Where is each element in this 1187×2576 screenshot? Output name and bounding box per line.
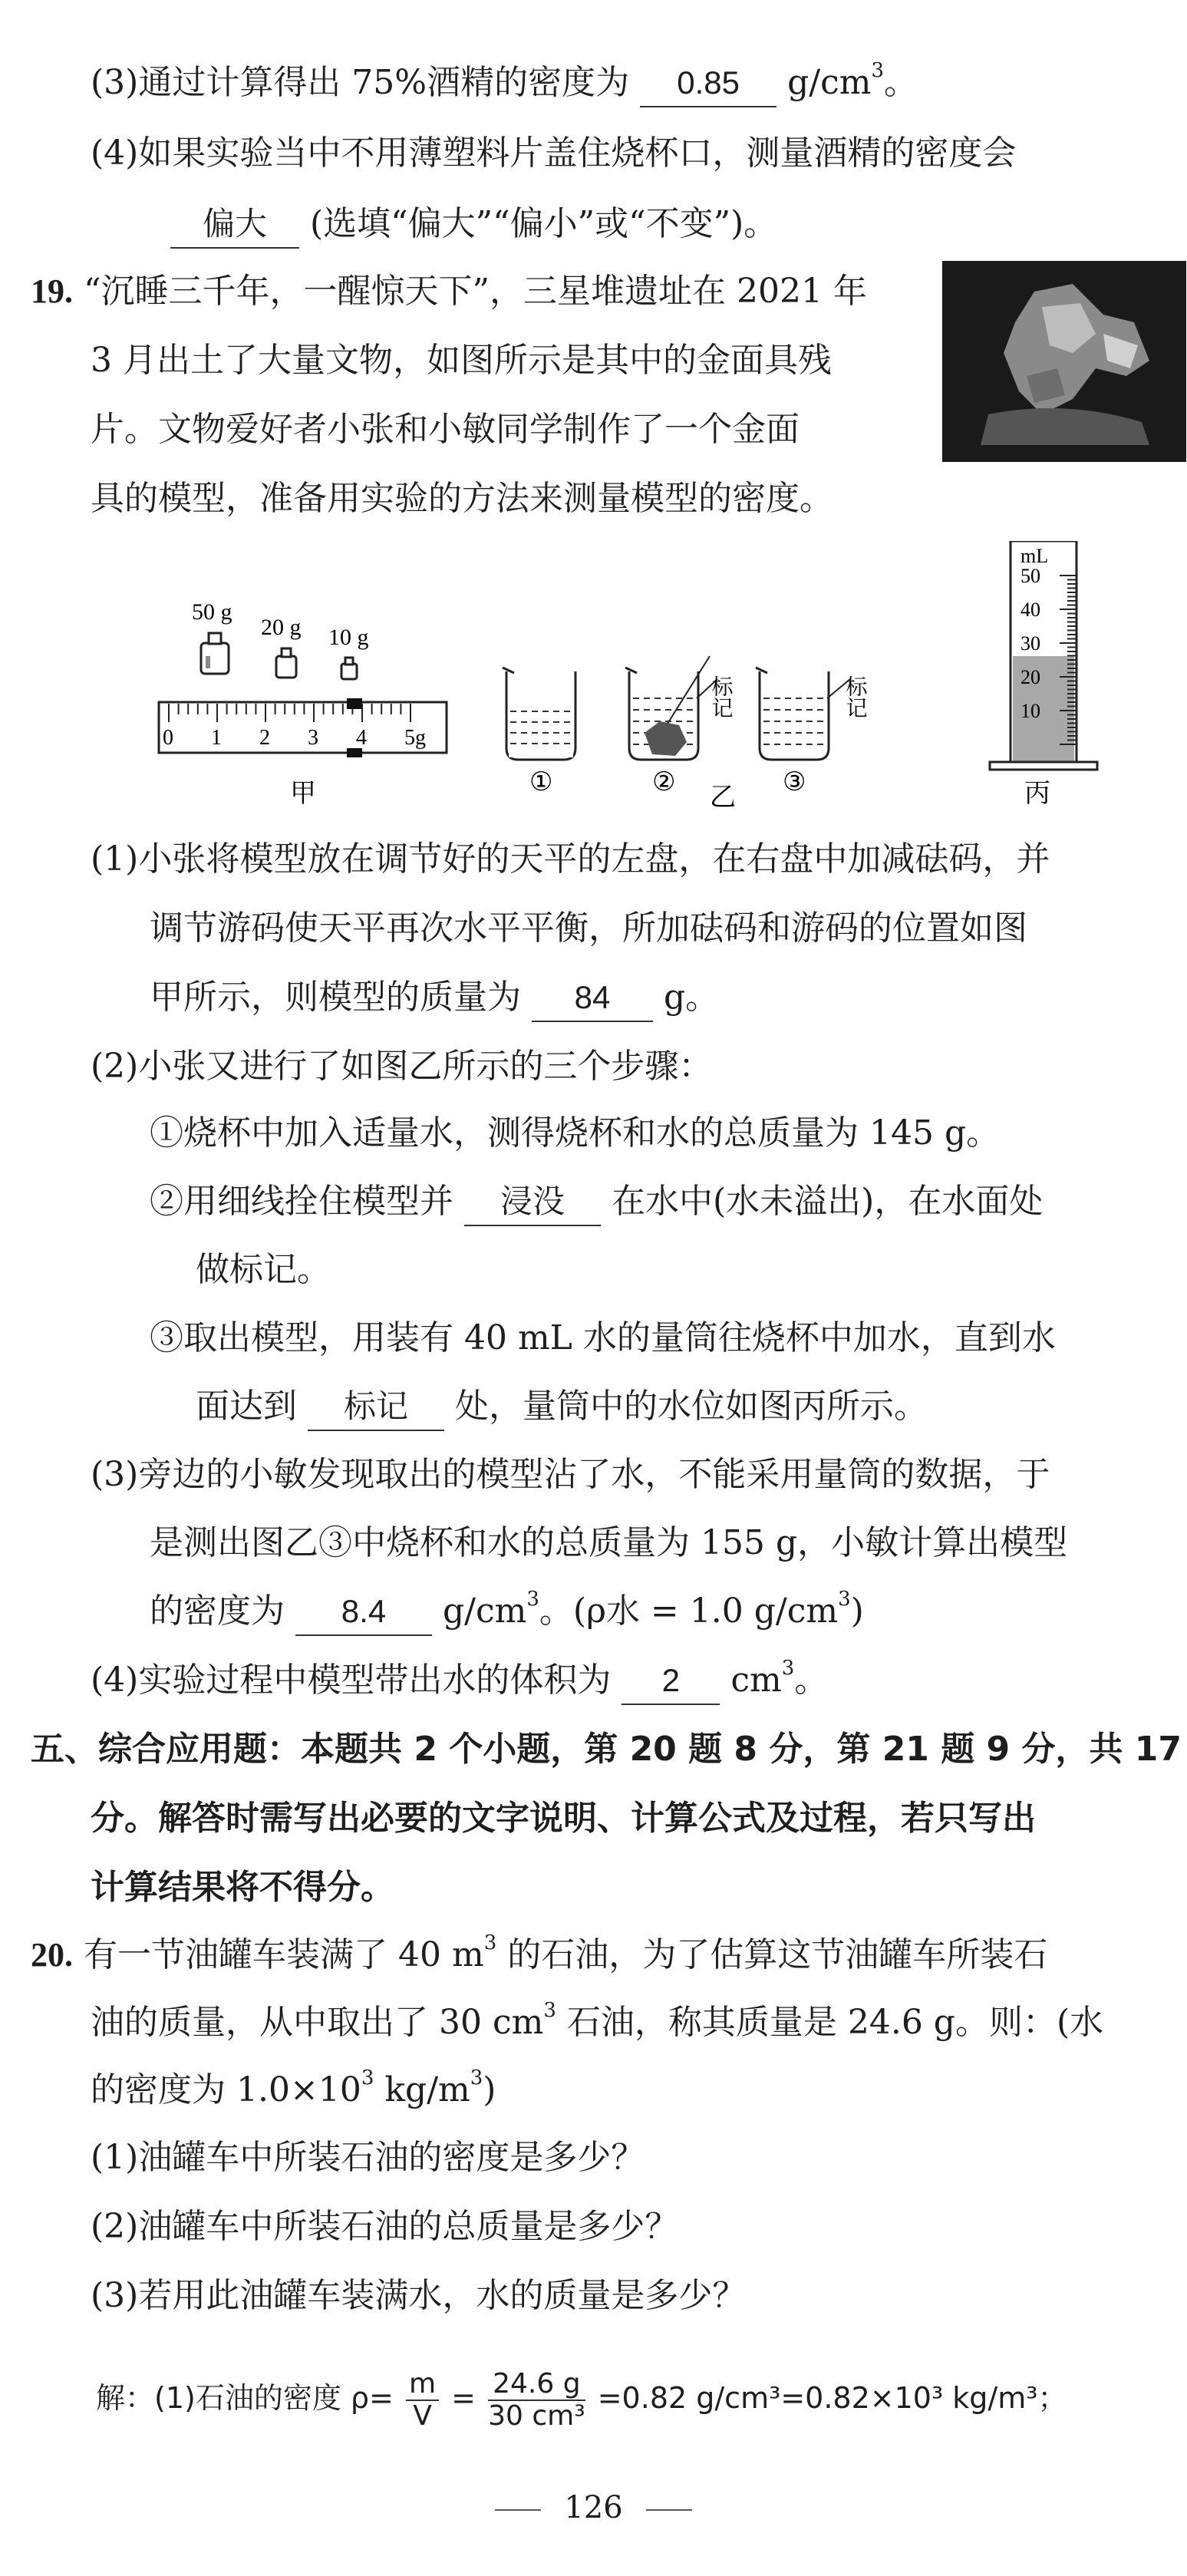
beaker-label-3: ③ — [783, 768, 806, 797]
weight-10g — [341, 658, 357, 679]
question-text: 油的质量，从中取出了 30 cm — [91, 2003, 544, 2042]
section-heading — [31, 1727, 1182, 1773]
step-text: 处，量筒中的水位如图丙所示。 — [455, 1387, 928, 1426]
punct: ) — [850, 1591, 864, 1631]
text-line — [91, 476, 833, 522]
ruler-tick-label: 2 — [259, 726, 270, 750]
solution-line — [96, 2363, 1067, 2433]
beaker-label-1: ① — [529, 768, 553, 797]
step-text: 做标记。 — [196, 1250, 331, 1289]
text-line — [31, 269, 867, 315]
text-line — [196, 1247, 331, 1293]
text-line — [31, 1932, 1047, 1978]
superscript: 3 — [543, 1999, 556, 2022]
section-text: 五、综合应用题：本题共 2 个小题，第 20 题 8 分，第 21 题 9 分，共 17 — [31, 1730, 1182, 1769]
unit-text: g。 — [664, 978, 720, 1017]
question-text: (1)油罐车中所装石油的密度是多少？ — [91, 2138, 645, 2177]
question-number: 19. — [31, 272, 73, 310]
mark-label-2: 标记 — [708, 675, 734, 718]
punct: 。 — [884, 63, 918, 102]
text-line — [91, 2273, 746, 2319]
cylinder-tick-label: 10 — [1020, 700, 1040, 722]
denominator: V — [413, 2400, 432, 2432]
cylinder-tick-label: 40 — [1020, 599, 1040, 621]
question-text: (选填“偏大”“偏小”或“不变”)。 — [310, 204, 778, 243]
question-text: 的石油，为了估算这节油罐车所装石 — [496, 1935, 1048, 1974]
text-line — [91, 1452, 1050, 1498]
text-line — [91, 407, 800, 453]
fraction-m-over-v — [406, 2369, 439, 2432]
denominator: 30 cm³ — [488, 2400, 585, 2432]
answer-blank: 0.85 — [640, 60, 776, 107]
question-text: 具的模型，准备用实验的方法来测量模型的密度。 — [91, 479, 833, 518]
mark-label-3: 标记 — [842, 675, 869, 718]
solution-text: =0.82 g/cm³=0.82×10³ kg/m³； — [597, 2381, 1067, 2415]
punct: ) — [483, 2070, 496, 2109]
figure-label-jia: 甲 — [290, 780, 316, 808]
text-line — [91, 1044, 712, 1090]
text-line — [91, 130, 1016, 176]
text-line — [196, 1384, 928, 1431]
cylinder-tick-label: 20 — [1020, 666, 1040, 688]
text-line — [91, 2000, 1103, 2046]
superscript: 3 — [838, 1588, 851, 1611]
answer-blank: 偏大 — [170, 201, 299, 249]
fraction-values — [488, 2369, 585, 2432]
text-line — [91, 836, 1050, 882]
gold-mask-photo — [942, 261, 1186, 462]
answer-blank: 84 — [532, 975, 653, 1022]
cylinder-tick-label: 30 — [1020, 632, 1040, 655]
text-line — [150, 1315, 1056, 1361]
section-heading — [91, 1796, 1036, 1842]
question-text: 的密度为 1.0×10 — [91, 2070, 361, 2109]
beaker-2 — [625, 656, 717, 760]
graduated-cylinder — [990, 541, 1097, 770]
beaker-label-2: ② — [652, 768, 676, 797]
cylinder-tick-label: 50 — [1020, 565, 1040, 587]
text-line — [91, 1657, 828, 1705]
question-text: 石油，称其质量是 24.6 g。则：(水 — [556, 2003, 1104, 2042]
text-line — [150, 905, 1027, 952]
superscript: 3 — [483, 1931, 497, 1954]
text-line — [91, 2135, 645, 2181]
beaker-1 — [503, 668, 575, 760]
step-text: ①烧杯中加入适量水，测得烧杯和水的总质量为 145 g。 — [150, 1113, 1001, 1153]
figure-label-yi: 乙 — [710, 783, 736, 810]
text-line — [150, 975, 719, 1022]
numerator: m — [406, 2369, 439, 2401]
question-text: (3)通过计算得出 75%酒精的密度为 — [91, 63, 630, 102]
section-text: 计算结果将不得分。 — [91, 1868, 394, 1907]
question-text: (3)旁边的小敏发现取出的模型沾了水，不能采用量筒的数据，于 — [91, 1455, 1050, 1494]
question-text: 的密度为 — [150, 1591, 285, 1631]
question-text: (4)实验过程中模型带出水的体积为 — [91, 1661, 612, 1700]
superscript: 3 — [470, 2066, 483, 2089]
weight-label-50g: 50 g — [192, 599, 232, 625]
text-line — [91, 2067, 496, 2113]
text-line — [150, 1520, 1067, 1566]
ruler-tick-label: 5g — [404, 726, 426, 750]
question-text: “沉睡三千年，一醒惊天下”，三星堆遗址在 2021 年 — [84, 272, 867, 311]
answer-blank: 标记 — [308, 1384, 444, 1431]
section-heading — [91, 1865, 394, 1911]
question-text: kg/m — [374, 2070, 470, 2109]
section-text: 分。解答时需写出必要的文字说明、计算公式及过程，若只写出 — [91, 1799, 1036, 1838]
cylinder-unit: mL — [1020, 545, 1049, 567]
page-number — [0, 2490, 1187, 2525]
superscript: 3 — [871, 59, 885, 82]
superscript: 3 — [361, 2066, 374, 2089]
weight-20g — [276, 648, 296, 678]
text-line — [91, 60, 918, 107]
figure-label-bing: 丙 — [1024, 780, 1050, 808]
text-line — [150, 1588, 864, 1636]
text-line — [150, 1110, 1000, 1156]
answer-blank: 2 — [622, 1657, 720, 1705]
question-text: 片。文物爱好者小张和小敏同学制作了一个金面 — [91, 410, 800, 449]
text-line — [91, 2204, 678, 2250]
question-text: 3 月出土了大量文物，如图所示是其中的金面具残 — [91, 341, 832, 380]
beaker-3 — [756, 668, 850, 760]
question-text: (2)小张又进行了如图乙所示的三个步骤： — [91, 1047, 713, 1086]
unit-text: g/cm — [787, 63, 872, 102]
step-text: ③取出模型，用装有 40 mL 水的量筒往烧杯中加水，直到水 — [150, 1318, 1056, 1357]
question-text: (2)油罐车中所装石油的总质量是多少？ — [91, 2207, 679, 2246]
text-line — [91, 338, 832, 384]
punct: 。 — [794, 1661, 829, 1700]
superscript: 3 — [526, 1588, 539, 1611]
ruler-tick-label: 1 — [211, 726, 222, 750]
question-text: 甲所示，则模型的质量为 — [150, 978, 521, 1017]
weight-50g — [201, 633, 229, 674]
step-text: 面达到 — [196, 1387, 297, 1426]
unit-text: g/cm — [443, 1591, 527, 1631]
ruler-tick-label: 3 — [308, 726, 318, 750]
text-line — [150, 1179, 1043, 1226]
superscript: 3 — [781, 1657, 795, 1680]
question-text: (4)如果实验当中不用薄塑料片盖住烧杯口，测量酒精的密度会 — [91, 134, 1017, 173]
answer-blank: 8.4 — [295, 1588, 432, 1636]
text-line — [170, 201, 777, 249]
balance-ruler — [159, 698, 447, 757]
question-text: (1)小张将模型放在调节好的天平的左盘，在右盘中加减砝码，并 — [91, 839, 1050, 879]
question-text: 有一节油罐车装满了 40 m — [84, 1935, 484, 1974]
weight-label-20g: 20 g — [261, 615, 302, 640]
ruler-tick-label: 0 — [163, 726, 173, 750]
question-text: 是测出图乙③中烧杯和水的总质量为 155 g，小敏计算出模型 — [150, 1523, 1068, 1562]
step-text: ②用细线拴住模型并 — [150, 1182, 453, 1221]
experiment-figure — [146, 541, 1105, 810]
unit-text: cm — [730, 1661, 782, 1700]
solution-text: 解：(1)石油的密度 ρ= — [96, 2381, 394, 2415]
question-text: 调节游码使天平再次水平平衡，所加砝码和游码的位置如图 — [150, 909, 1027, 948]
question-number: 20. — [31, 1936, 73, 1974]
page-number-text: 126 — [564, 2490, 623, 2525]
question-text: 。(ρ水 = 1.0 g/cm — [539, 1591, 839, 1631]
numerator: 24.6 g — [488, 2369, 585, 2401]
question-text: (3)若用此油罐车装满水，水的质量是多少？ — [91, 2276, 747, 2315]
equals: = — [451, 2381, 476, 2415]
weight-label-10g: 10 g — [328, 625, 369, 650]
step-text: 在水中(水未溢出)，在水面处 — [612, 1182, 1044, 1221]
answer-blank: 浸没 — [464, 1179, 601, 1226]
ruler-tick-label: 4 — [356, 726, 367, 750]
